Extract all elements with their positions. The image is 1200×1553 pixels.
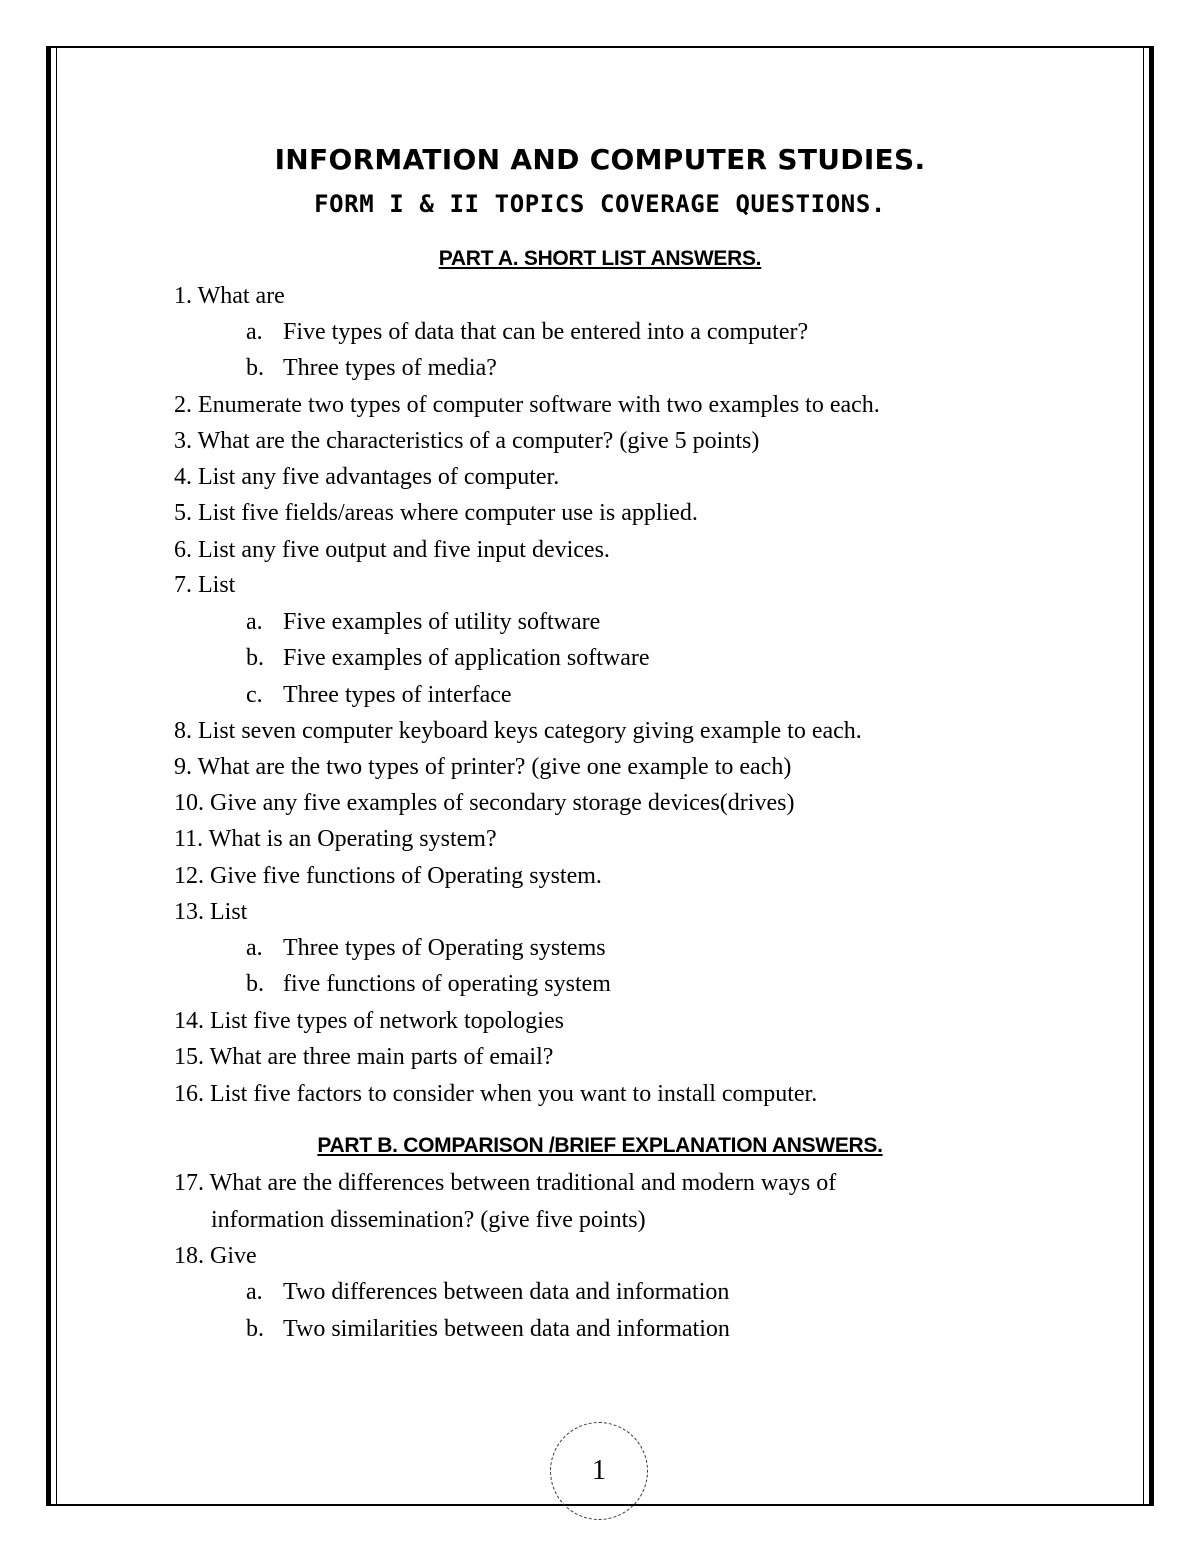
question-13: 13. List (174, 899, 248, 925)
q1-sub-b-letter: b. (246, 355, 264, 381)
question-9: 9. What are the two types of printer? (give one example to each) (174, 754, 792, 780)
q13-sub-b-text: five functions of operating system (283, 971, 611, 997)
q7-sub-a-letter: a. (246, 609, 263, 635)
question-4: 4. List any five advantages of computer. (174, 464, 560, 490)
q7-sub-a-text: Five examples of utility software (283, 609, 601, 635)
q7-sub-b-text: Five examples of application software (283, 645, 650, 671)
part-a-heading: PART A. SHORT LIST ANSWERS. (438, 247, 762, 270)
q13-sub-b-letter: b. (246, 971, 264, 997)
question-1: 1. What are (174, 283, 285, 309)
document-title: INFORMATION AND COMPUTER STUDIES. (274, 143, 926, 176)
question-14: 14. List five types of network topologies (174, 1008, 564, 1034)
q18-sub-b-letter: b. (246, 1316, 264, 1342)
question-17: 17. What are the differences between traditional and modern ways of (174, 1170, 837, 1196)
page-number: 1 (592, 1455, 606, 1486)
q7-sub-c-text: Three types of interface (283, 682, 512, 708)
question-8: 8. List seven computer keyboard keys category giving example to each. (174, 718, 862, 744)
q13-sub-a-letter: a. (246, 935, 263, 961)
q7-sub-b-letter: b. (246, 645, 264, 671)
question-11: 11. What is an Operating system? (174, 826, 497, 852)
question-7: 7. List (174, 572, 236, 598)
part-b-heading: PART B. COMPARISON /BRIEF EXPLANATION ANSWERS. (317, 1134, 883, 1157)
question-15: 15. What are three main parts of email? (174, 1044, 554, 1070)
question-2: 2. Enumerate two types of computer software with two examples to each. (174, 392, 880, 418)
question-16: 16. List five factors to consider when you want to install computer. (174, 1081, 818, 1107)
question-12: 12. Give five functions of Operating system. (174, 863, 602, 889)
q13-sub-a-text: Three types of Operating systems (283, 935, 606, 961)
question-3: 3. What are the characteristics of a computer? (give 5 points) (174, 428, 760, 454)
question-17-continued: information dissemination? (give five points) (211, 1207, 646, 1233)
q1-sub-b-text: Three types of media? (283, 355, 497, 381)
q1-sub-a-text: Five types of data that can be entered into a computer? (283, 319, 809, 345)
question-18: 18. Give (174, 1243, 257, 1269)
question-5: 5. List five fields/areas where computer use is applied. (174, 500, 698, 526)
q18-sub-b-text: Two similarities between data and information (283, 1316, 730, 1342)
q1-sub-a-letter: a. (246, 319, 263, 345)
question-6: 6. List any five output and five input devices. (174, 537, 610, 563)
q7-sub-c-letter: c. (246, 682, 263, 708)
q18-sub-a-text: Two differences between data and information (283, 1279, 730, 1305)
question-10: 10. Give any five examples of secondary storage devices(drives) (174, 790, 795, 816)
document-subtitle: FORM I & II TOPICS COVERAGE QUESTIONS. (314, 190, 886, 218)
q18-sub-a-letter: a. (246, 1279, 263, 1305)
